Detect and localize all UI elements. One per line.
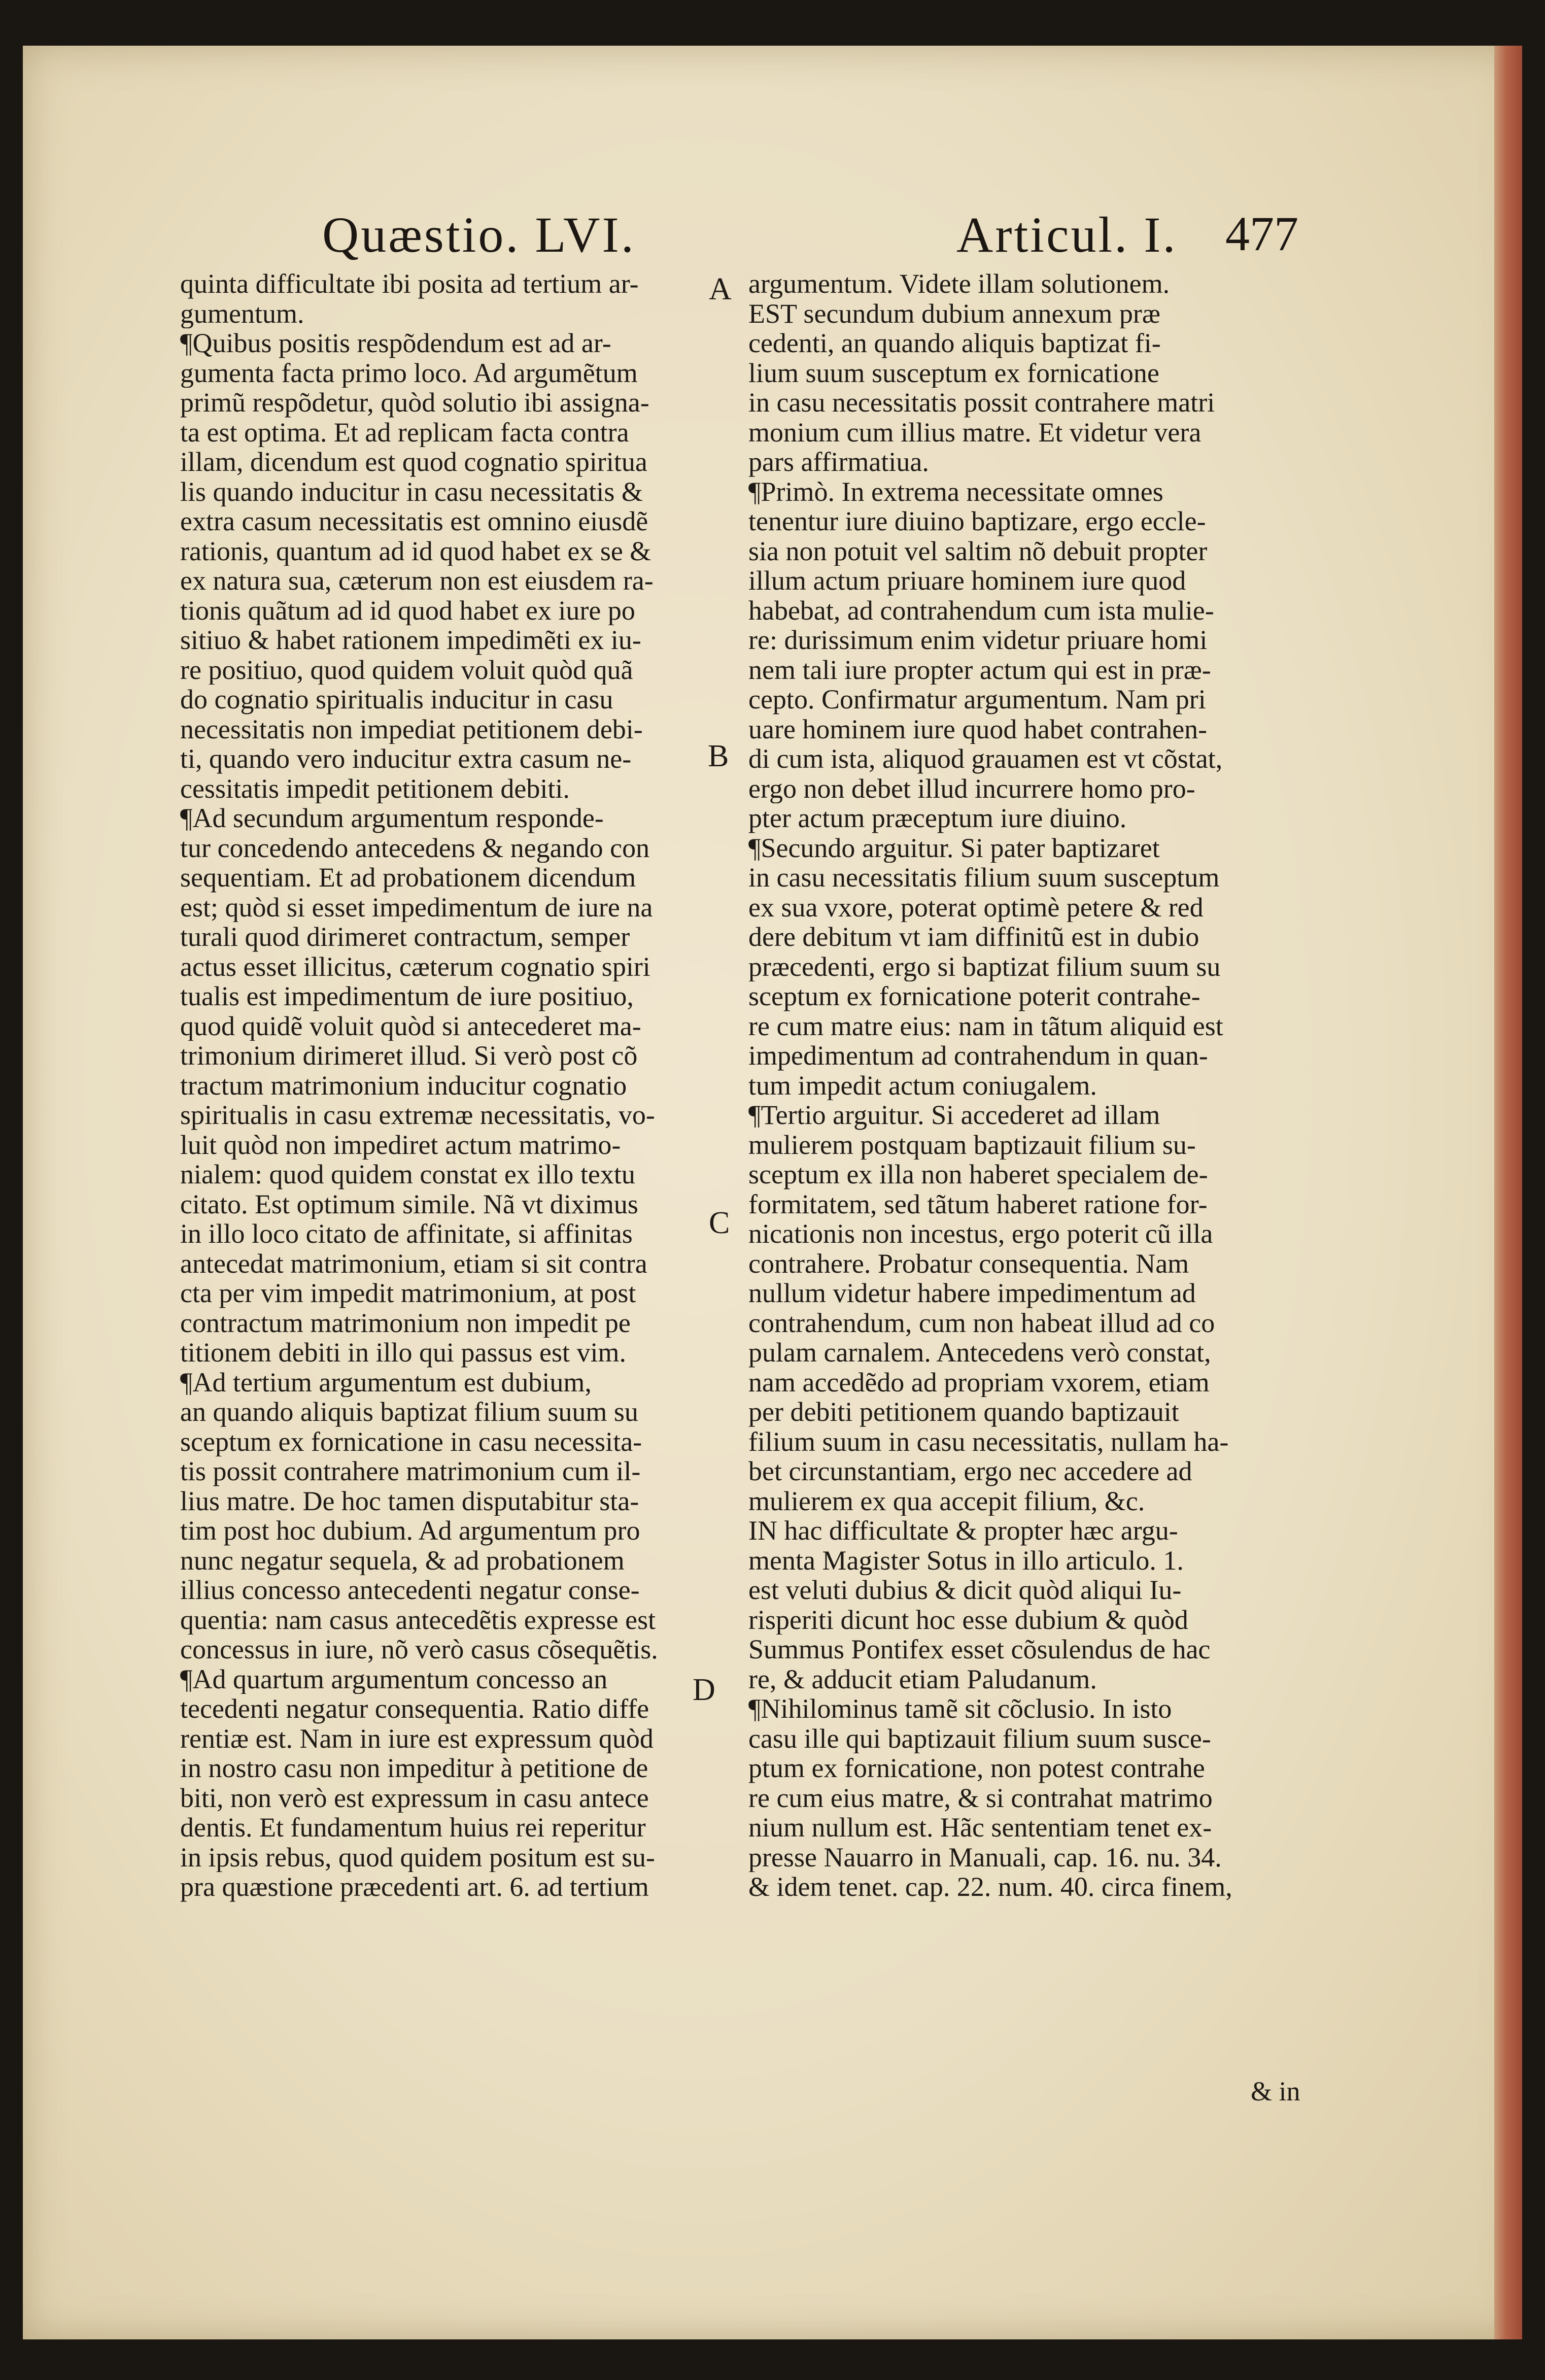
text-line: contrahendum, cum non habeat illud ad co: [748, 1308, 1215, 1338]
text-line: nunc negatur sequela, & ad probationem: [180, 1545, 625, 1575]
text-line: argumentum. Videte illam solutionem.: [748, 269, 1170, 299]
margin-letter-d: D: [693, 1673, 715, 1707]
text-line: casu ille qui baptizauit filium suum susce-: [748, 1723, 1211, 1753]
text-line: dere debitum vt iam diffinitũ est in dubio: [748, 922, 1199, 952]
text-line: tenentur iure diuino baptizare, ergo eccle-: [748, 506, 1206, 536]
text-line: ¶Ad tertium argumentum est dubium,: [180, 1367, 592, 1397]
text-line: concessus in iure, nõ verò casus cõsequẽtis.: [180, 1635, 658, 1664]
text-line: in ipsis rebus, quod quidem positum est su-: [180, 1842, 655, 1872]
text-line: re cum matre eius: nam in tãtum aliquid est: [748, 1011, 1223, 1041]
text-line: re cum eius matre, & si contrahat matrimo: [748, 1783, 1213, 1813]
text-line: spiritualis in casu extremæ necessitatis, vo-: [180, 1100, 655, 1130]
text-line: ¶Primò. In extrema necessitate omnes: [748, 477, 1163, 506]
text-line: per debiti petitionem quando baptizauit: [748, 1397, 1179, 1427]
text-line: dentis. Et fundamentum huius rei reperitur: [180, 1813, 646, 1843]
text-line: turali quod dirimeret contractum, semper: [180, 922, 630, 952]
text-line: ¶Ad secundum argumentum responde-: [180, 803, 604, 833]
text-line: ¶Quibus positis respõdendum est ad ar-: [180, 328, 611, 358]
text-line: illam, dicendum est quod cognatio spiritua: [180, 447, 647, 477]
text-line: cta per vim impedit matrimonium, at post: [180, 1278, 636, 1308]
text-line: contractum matrimonium non impedit pe: [180, 1308, 631, 1338]
text-line: ta est optima. Et ad replicam facta contra: [180, 417, 629, 447]
text-line: tis possit contrahere matrimonium cum il-: [180, 1456, 641, 1486]
text-line: impedimentum ad contrahendum in quan-: [748, 1041, 1208, 1071]
text-line: monium cum illius matre. Et videtur vera: [748, 417, 1201, 447]
text-line: tur concedendo antecedens & negando con: [180, 833, 650, 863]
text-line: re, & adducit etiam Paludanum.: [748, 1664, 1097, 1694]
text-line: cessitatis impedit petitionem debiti.: [180, 773, 570, 803]
text-line: Summus Pontifex esset cõsulendus de hac: [748, 1635, 1211, 1664]
text-line: cepto. Confirmatur argumentum. Nam pri: [748, 685, 1206, 715]
text-line: in illo loco citato de affinitate, si affinitas: [180, 1219, 633, 1249]
text-line: primũ respõdetur, quòd solutio ibi assigna-: [180, 388, 649, 418]
text-line: nullum videtur habere impedimentum ad: [748, 1278, 1196, 1308]
text-line: sequentiam. Et ad probationem dicendum: [180, 863, 636, 893]
text-line: mulierem postquam baptizauit filium su-: [748, 1130, 1196, 1160]
text-line: est veluti dubius & dicit quòd aliqui Iu-: [748, 1575, 1182, 1605]
text-line: nialem: quod quidem constat ex illo textu: [180, 1160, 635, 1189]
margin-letter-c: C: [709, 1206, 730, 1240]
text-line: presse Nauarro in Manuali, cap. 16. nu. 34.: [748, 1842, 1222, 1872]
text-line: ex natura sua, cæterum non est eiusdem ra-: [180, 566, 654, 596]
text-line: lius matre. De hoc tamen disputabitur sta-: [180, 1486, 639, 1516]
text-line: pter actum præceptum iure diuino.: [748, 803, 1127, 833]
right-text-column: [748, 269, 1327, 1902]
text-line: tractum matrimonium inducitur cognatio: [180, 1070, 627, 1100]
text-line: formitatem, sed tãtum haberet ratione for-: [748, 1189, 1208, 1219]
margin-letter-b: B: [708, 739, 729, 773]
page-edge: [1494, 46, 1522, 2339]
text-line: trimonium dirimeret illud. Si verò post cõ: [180, 1041, 638, 1071]
left-text-column: [180, 269, 743, 1902]
text-line: in casu necessitatis filium suum susceptum: [748, 863, 1220, 893]
text-line: tum impedit actum coniugalem.: [748, 1070, 1097, 1100]
text-line: & idem tenet. cap. 22. num. 40. circa finem,: [748, 1872, 1232, 1902]
text-line: menta Magister Sotus in illo articulo. 1.: [748, 1545, 1184, 1575]
text-line: ¶Secundo arguitur. Si pater baptizaret: [748, 833, 1160, 863]
margin-letter-a: A: [709, 272, 732, 307]
text-line: do cognatio spiritualis inducitur in casu: [180, 685, 613, 715]
text-line: tim post hoc dubium. Ad argumentum pro: [180, 1516, 640, 1546]
text-line: contrahere. Probatur consequentia. Nam: [748, 1248, 1189, 1278]
text-line: quod quidẽ voluit quòd si antecederet ma-: [180, 1011, 641, 1041]
text-line: re: durissimum enim videtur priuare homi: [748, 625, 1208, 655]
text-line: ¶Ad quartum argumentum concesso an: [180, 1664, 608, 1694]
text-line: mulierem ex qua accepit filium, &c.: [748, 1486, 1145, 1516]
text-line: ¶Tertio arguitur. Si accederet ad illam: [748, 1100, 1160, 1130]
catchword: & in: [1251, 2076, 1300, 2106]
text-line: in nostro casu non impeditur à petitione de: [180, 1753, 648, 1783]
text-line: gumenta facta primo loco. Ad argumẽtum: [180, 358, 638, 388]
text-line: ¶Nihilominus tamẽ sit cõclusio. In isto: [748, 1694, 1172, 1724]
text-line: antecedat matrimonium, etiam si sit contra: [180, 1248, 647, 1278]
text-line: tualis est impedimentum de iure positiuo,: [180, 981, 634, 1011]
text-line: risperiti dicunt hoc esse dubium & quòd: [748, 1605, 1188, 1635]
text-line: rationis, quantum ad id quod habet ex se &: [180, 536, 651, 566]
text-line: sitiuo & habet rationem impedimẽti ex iu-: [180, 625, 641, 655]
text-line: nicationis non incestus, ergo poterit cũ illa: [748, 1219, 1213, 1249]
text-line: quentia: nam casus antecedẽtis expresse est: [180, 1605, 656, 1635]
text-line: re positiuo, quod quidem voluit quòd quã: [180, 655, 633, 685]
text-line: nium nullum est. Hãc sententiam tenet ex-: [748, 1813, 1212, 1843]
text-line: pars affirmatiua.: [748, 447, 929, 477]
text-line: præcedenti, ergo si baptizat filium suum su: [748, 951, 1221, 981]
header-quaestio: Quæstio. LVI.: [322, 207, 636, 263]
text-line: habebat, ad contrahendum cum ista mulie-: [748, 595, 1214, 625]
text-line: extra casum necessitatis est omnino eiusdẽ: [180, 506, 648, 536]
text-line: bet circunstantiam, ergo nec accedere ad: [748, 1456, 1192, 1486]
text-line: pulam carnalem. Antecedens verò constat,: [748, 1338, 1211, 1368]
text-line: uare hominem iure quod habet contrahen-: [748, 714, 1208, 744]
text-line: lium suum susceptum ex fornicatione: [748, 358, 1159, 388]
text-line: necessitatis non impediat petitionem debi-: [180, 714, 643, 744]
text-line: filium suum in casu necessitatis, nullam ha-: [748, 1426, 1229, 1456]
text-line: an quando aliquis baptizat filium suum su: [180, 1397, 638, 1427]
text-line: luit quòd non impediret actum matrimo-: [180, 1130, 621, 1160]
text-line: biti, non verò est expressum in casu antece: [180, 1783, 649, 1813]
text-line: ptum ex fornicatione, non potest contrahe: [748, 1753, 1205, 1783]
text-line: illius concesso antecedenti negatur conse-: [180, 1575, 640, 1605]
book-page: [23, 46, 1522, 2339]
text-line: nem tali iure propter actum qui est in præ-: [748, 655, 1211, 685]
page-number: 477: [1225, 207, 1298, 261]
text-line: gumentum.: [180, 298, 304, 328]
text-line: est; quòd si esset impedimentum de iure na: [180, 892, 653, 922]
text-line: titionem debiti in illo qui passus est vim.: [180, 1338, 626, 1368]
text-line: ex sua vxore, poterat optimè petere & red: [748, 892, 1204, 922]
text-line: di cum ista, aliquod grauamen est vt cõstat,: [748, 744, 1223, 774]
text-line: in casu necessitatis possit contrahere matri: [748, 388, 1215, 418]
text-line: EST secundum dubium annexum præ: [748, 298, 1160, 328]
text-line: tionis quãtum ad id quod habet ex iure po: [180, 595, 635, 625]
text-line: sia non potuit vel saltim nõ debuit propter: [748, 536, 1208, 566]
text-line: tecedenti negatur consequentia. Ratio diffe: [180, 1694, 649, 1724]
text-line: pra quæstione præcedenti art. 6. ad tertium: [180, 1872, 649, 1902]
text-line: lis quando inducitur in casu necessitatis &: [180, 477, 643, 506]
text-line: ergo non debet illud incurrere homo pro-: [748, 773, 1195, 803]
text-line: sceptum ex fornicatione in casu necessita-: [180, 1426, 642, 1456]
text-line: quinta difficultate ibi posita ad tertium ar-: [180, 269, 639, 299]
text-line: cedenti, an quando aliquis baptizat fi-: [748, 328, 1161, 358]
text-line: citato. Est optimum simile. Nã vt diximus: [180, 1189, 638, 1219]
header-articulus: Articul. I.: [956, 207, 1178, 263]
text-line: ti, quando vero inducitur extra casum ne-: [180, 744, 632, 774]
text-line: actus esset illicitus, cæterum cognatio spiri: [180, 951, 650, 981]
text-line: IN hac difficultate & propter hæc argu-: [748, 1516, 1178, 1546]
text-line: nam accedẽdo ad propriam vxorem, etiam: [748, 1367, 1210, 1397]
running-header: [23, 165, 1522, 266]
text-line: sceptum ex illa non haberet specialem de-: [748, 1160, 1208, 1189]
text-line: sceptum ex fornicatione poterit contrahe-: [748, 981, 1200, 1011]
text-line: illum actum priuare hominem iure quod: [748, 566, 1186, 596]
text-line: rentiæ est. Nam in iure est expressum quòd: [180, 1723, 654, 1753]
